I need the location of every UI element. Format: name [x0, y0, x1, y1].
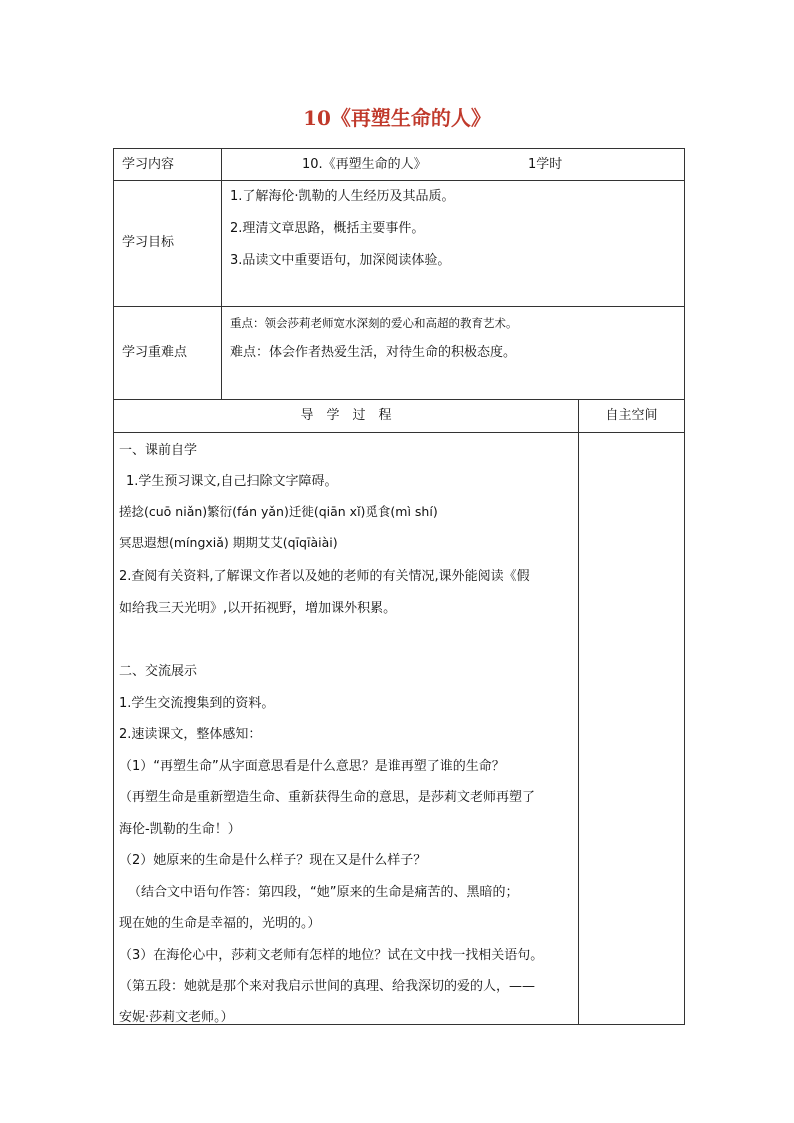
- body-line: 二、交流展示: [119, 664, 198, 679]
- goal-item: 1.了解海伦·凯勒的人生经历及其品质。: [230, 189, 455, 204]
- row-divider: [114, 399, 684, 400]
- key-point: 重点：领会莎莉老师宽水深刻的爱心和高超的教育艺术。: [230, 316, 518, 330]
- goal-item: 3.品读文中重要语句，加深阅读体验。: [230, 253, 451, 268]
- process-header: 导 学 过 程: [300, 408, 392, 423]
- body-line: 搓捻(cuō niǎn)繁衍(fán yǎn)迁徙(qiān xǐ)觅食(mì shí): [119, 504, 438, 519]
- body-line: 2.查阅有关资料,了解课文作者以及她的老师的有关情况,课外能阅读《假: [119, 569, 530, 584]
- row2-label: 学习目标: [122, 235, 175, 250]
- body-line: （再塑生命是重新塑造生命、重新获得生命的意思，是莎莉文老师再塑了: [119, 790, 536, 805]
- body-line: （第五段：她就是那个来对我启示世间的真理、给我深切的爱的人，——: [119, 979, 536, 994]
- body-line: 海伦-凯勒的生命！）: [119, 822, 241, 837]
- goal-item: 2.理清文章思路，概括主要事件。: [230, 221, 425, 236]
- body-line: 1.学生交流搜集到的资料。: [119, 696, 275, 711]
- label-column-divider: [221, 149, 222, 399]
- space-column-divider: [578, 399, 579, 1024]
- body-line: 如给我三天光明》,以开拓视野，增加课外积累。: [119, 601, 397, 616]
- space-header: 自主空间: [605, 408, 658, 423]
- body-line: （结合文中语句作答：第四段，“她”原来的生命是痛苦的、黑暗的；: [128, 885, 519, 900]
- body-line: 2.速读课文，整体感知：: [119, 727, 262, 742]
- body-line: 安妮·莎莉文老师。）: [119, 1010, 234, 1025]
- row-divider: [114, 306, 684, 307]
- document-title: 10《再塑生命的人》: [303, 106, 491, 130]
- body-line: （1）“再塑生命”从字面意思看是什么意思？是谁再塑了谁的生命？: [119, 759, 505, 774]
- body-line: （3）在海伦心中，莎莉文老师有怎样的地位？试在文中找一找相关语句。: [119, 948, 544, 963]
- row1-hours: 1学时: [528, 157, 563, 172]
- body-line: （2）她原来的生命是什么样子？现在又是什么样子？: [119, 853, 427, 868]
- row-divider: [114, 180, 684, 181]
- row3-label: 学习重难点: [122, 345, 188, 360]
- body-line: 现在她的生命是幸福的，光明的。）: [119, 916, 321, 931]
- body-line: 一、课前自学: [119, 443, 198, 458]
- body-line: 冥思遐想(míngxiǎ) 期期艾艾(qīqīàiài): [119, 535, 338, 550]
- study-plan-table: [113, 148, 685, 1025]
- row-divider: [114, 432, 684, 433]
- row1-lesson-title: 10.《再塑生命的人》: [302, 157, 427, 172]
- difficult-point: 难点：体会作者热爱生活，对待生命的积极态度。: [230, 345, 517, 360]
- row1-label: 学习内容: [122, 157, 175, 172]
- body-line: 1.学生预习课文,自己扫除文字障碍。: [126, 474, 338, 489]
